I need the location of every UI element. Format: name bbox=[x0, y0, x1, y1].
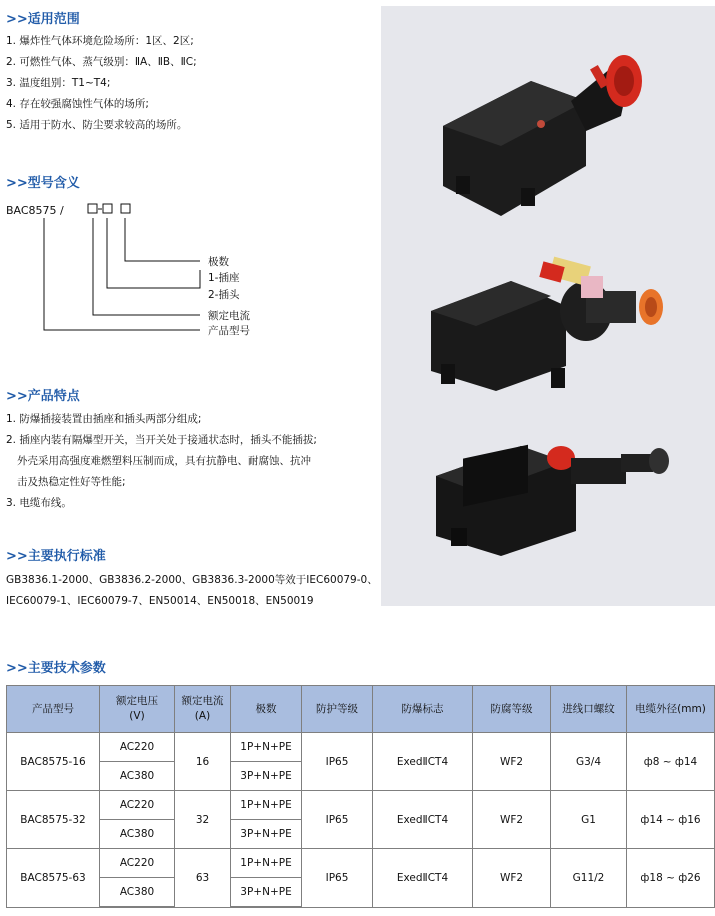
header-voltage-label: 额定电压 (V) bbox=[116, 695, 158, 722]
cell-thread: G3/4 bbox=[551, 733, 627, 791]
leader-current bbox=[93, 218, 200, 315]
list-item: 击及热稳定性好等性能; bbox=[17, 476, 126, 488]
cell-poles: 1P+N+PE bbox=[231, 849, 302, 878]
cell-anticorrosion: WF2 bbox=[473, 733, 551, 791]
cell-thread: G11/2 bbox=[551, 849, 627, 908]
cell-poles: 1P+N+PE bbox=[231, 733, 302, 762]
leader-product bbox=[44, 218, 200, 330]
table-header-row bbox=[7, 686, 715, 733]
standards-line: GB3836.1-2000、GB3836.2-2000、GB3836.3-2000等效于IEC60079-0、 bbox=[6, 574, 378, 586]
product-image-3 bbox=[436, 445, 669, 556]
section-title-features: >>产品特点 bbox=[6, 389, 80, 404]
list-item: 3. 温度组别：T1~T4; bbox=[6, 77, 111, 89]
section-title-model: >>型号含义 bbox=[6, 176, 80, 191]
cell-cable-od: ф8 ~ ф14 bbox=[627, 733, 715, 791]
label-current: 额定电流 bbox=[208, 310, 250, 322]
product-image-2 bbox=[431, 257, 663, 391]
header-anticorrosion: 防腐等级 bbox=[473, 686, 551, 733]
table-row bbox=[7, 791, 715, 820]
list-item: 2. 可燃性气体、蒸气级别：ⅡA、ⅡB、ⅡC; bbox=[6, 56, 197, 68]
cell-voltage: AC380 bbox=[100, 878, 175, 908]
list-item: 2. 插座内装有隔爆型开关，当开关处于接通状态时，插头不能插拔; bbox=[6, 434, 317, 446]
header-poles: 极数 bbox=[231, 686, 302, 733]
cell-voltage: AC380 bbox=[100, 820, 175, 849]
cell-ex-mark: ExedⅡCT4 bbox=[373, 733, 473, 791]
cell-protection: IP65 bbox=[302, 791, 373, 849]
label-poles: 极数 bbox=[208, 256, 229, 268]
tech-params-table bbox=[6, 685, 715, 908]
cell-cable-od: ф18 ~ ф26 bbox=[627, 849, 715, 908]
model-prefix: BAC8575 / bbox=[6, 204, 64, 217]
cell-thread: G1 bbox=[551, 791, 627, 849]
cell-ex-mark: ExedⅡCT4 bbox=[373, 849, 473, 908]
cell-anticorrosion: WF2 bbox=[473, 791, 551, 849]
list-item: 3. 电缆布线。 bbox=[6, 497, 72, 509]
standards-text bbox=[6, 570, 378, 612]
header-cable-od: 电缆外径(mm) bbox=[627, 686, 715, 733]
cell-poles: 3P+N+PE bbox=[231, 820, 302, 849]
label-product-model: 产品型号 bbox=[208, 325, 250, 337]
cell-voltage: AC220 bbox=[100, 791, 175, 820]
label-socket: 1-插座 bbox=[208, 272, 240, 284]
cell-poles: 1P+N+PE bbox=[231, 791, 302, 820]
cell-protection: IP65 bbox=[302, 849, 373, 908]
scope-list bbox=[6, 31, 197, 136]
cell-poles: 3P+N+PE bbox=[231, 878, 302, 908]
section-title-standards: >>主要执行标准 bbox=[6, 549, 106, 564]
leader-type bbox=[107, 218, 200, 288]
cell-current: 32 bbox=[175, 791, 231, 849]
cell-model: BAC8575-63 bbox=[7, 849, 100, 908]
cell-voltage: AC220 bbox=[100, 733, 175, 762]
list-item: 外壳采用高强度难燃塑料压制而成，具有抗静电、耐腐蚀、抗冲 bbox=[17, 455, 311, 467]
cell-anticorrosion: WF2 bbox=[473, 849, 551, 908]
cell-model: BAC8575-32 bbox=[7, 791, 100, 849]
features-list bbox=[6, 409, 317, 514]
product-photos bbox=[381, 6, 715, 606]
list-item: 1. 防爆插接装置由插座和插头两部分组成; bbox=[6, 413, 202, 425]
cell-voltage: AC380 bbox=[100, 762, 175, 791]
list-item: 5. 适用于防水、防尘要求较高的场所。 bbox=[6, 119, 188, 131]
cell-current: 63 bbox=[175, 849, 231, 908]
cell-poles: 3P+N+PE bbox=[231, 762, 302, 791]
code-box-current bbox=[88, 204, 97, 213]
header-model: 产品型号 bbox=[7, 686, 100, 733]
list-item: 4. 存在较强腐蚀性气体的场所; bbox=[6, 98, 149, 110]
header-current-label: 额定电流 (A) bbox=[181, 695, 224, 722]
header-ex-mark: 防爆标志 bbox=[373, 686, 473, 733]
product-image-1 bbox=[443, 55, 642, 216]
cell-cable-od: ф14 ~ ф16 bbox=[627, 791, 715, 849]
model-code-diagram bbox=[0, 190, 300, 350]
table-row bbox=[7, 733, 715, 762]
cell-voltage: AC220 bbox=[100, 849, 175, 878]
cell-current: 16 bbox=[175, 733, 231, 791]
section-title-params: >>主要技术参数 bbox=[6, 661, 106, 676]
product-photo-panel bbox=[381, 6, 715, 606]
cell-protection: IP65 bbox=[302, 733, 373, 791]
list-item: 1. 爆炸性气体环境危险场所：1区、2区; bbox=[6, 35, 194, 47]
leader-poles bbox=[125, 218, 200, 261]
code-box-type bbox=[103, 204, 112, 213]
label-plug: 2-插头 bbox=[208, 289, 240, 301]
code-box-poles bbox=[121, 204, 130, 213]
section-title-scope: >>适用范围 bbox=[6, 12, 80, 27]
cell-model: BAC8575-16 bbox=[7, 733, 100, 791]
standards-line: IEC60079-1、IEC60079-7、EN50014、EN50018、EN50019 bbox=[6, 595, 314, 607]
cell-ex-mark: ExedⅡCT4 bbox=[373, 791, 473, 849]
header-current bbox=[175, 686, 231, 733]
table-row bbox=[7, 849, 715, 878]
header-voltage bbox=[100, 686, 175, 733]
header-thread: 进线口螺纹 bbox=[551, 686, 627, 733]
header-protection: 防护等级 bbox=[302, 686, 373, 733]
